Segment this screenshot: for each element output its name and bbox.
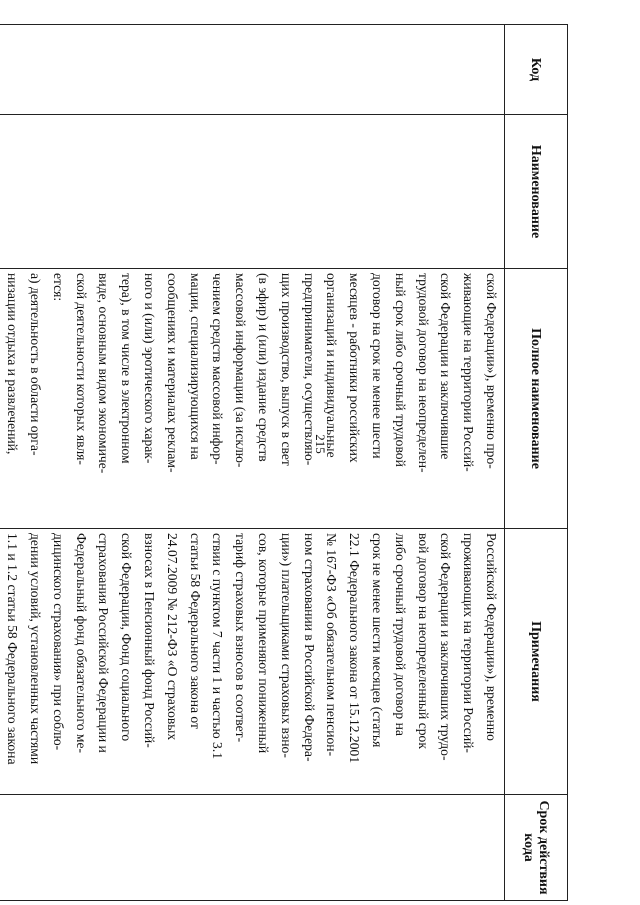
notes-line: ном страховании в Российской Федера- bbox=[301, 533, 317, 762]
notes-line: дицинского страхования» при соблю- bbox=[50, 533, 66, 751]
header-name: Наименование bbox=[505, 115, 568, 269]
full-name-line: договор на срок не менее шести bbox=[370, 273, 386, 459]
notes-line: статьи 58 Федерального закона от bbox=[187, 533, 203, 729]
notes-line: срок не менее шести месяцев (статья bbox=[370, 533, 386, 748]
full-name-line: ный срок либо срочный трудовой bbox=[392, 273, 408, 467]
full-name-line: ется: bbox=[50, 273, 66, 302]
full-name-line: ного и (или) эротического харак- bbox=[142, 273, 158, 464]
cell-validity bbox=[0, 795, 505, 901]
notes-line: ствии с пунктом 7 части 1 и частью 3.1 bbox=[210, 533, 226, 760]
header-validity: Срок действия кода bbox=[505, 795, 568, 901]
notes-line: ской Федерации, Фонд социального bbox=[119, 533, 135, 742]
notes-line: сов, которые применяют пониженный bbox=[256, 533, 272, 754]
notes-line: № 167-ФЗ «Об обязательном пенсион- bbox=[324, 533, 340, 757]
full-name-line: живающие на территории Россий- bbox=[461, 273, 477, 472]
header-full-name: Полное наименование bbox=[505, 269, 568, 529]
notes-line: ции») плательщиками страховых взно- bbox=[278, 533, 294, 758]
full-name-line: виде, основным видом экономиче- bbox=[96, 273, 112, 474]
notes-line: проживающих на территории Россий- bbox=[461, 533, 477, 753]
full-name-line: ской деятельности которых явля- bbox=[73, 273, 89, 465]
notes-line: Российской Федерации»), временно bbox=[484, 533, 499, 741]
notes-line: дении условий, установленных частями bbox=[28, 533, 44, 765]
full-name-line: а) деятельность в области орга- bbox=[28, 273, 44, 456]
header-row bbox=[505, 25, 568, 901]
cell-name bbox=[0, 115, 505, 269]
notes-line: Федеральный фонд обязательного ме- bbox=[73, 533, 89, 754]
notes-line: тариф страховых взносов в соответ- bbox=[233, 533, 249, 743]
notes-line: ской Федерации и заключивших трудо- bbox=[438, 533, 454, 761]
full-name-line: ской Федерации»), временно про- bbox=[484, 273, 499, 469]
notes-line: 1.1 и 1.2 статьи 58 Федерального закона bbox=[5, 533, 21, 765]
full-name-line: щих производство, выпуск в свет bbox=[278, 273, 294, 466]
full-name-line: месяцев - работники российских bbox=[347, 273, 363, 463]
full-name-line: предприниматели, осуществляю- bbox=[301, 273, 317, 466]
full-name-line: низации отдыха и развлечений, bbox=[5, 273, 21, 455]
notes-line: страхования Российской Федерации и bbox=[96, 533, 112, 753]
full-name-line: ской Федерации и заключившие bbox=[438, 273, 454, 460]
table-row bbox=[0, 25, 505, 901]
notes-line: 24.07.2009 № 212-ФЗ «О страховых bbox=[164, 533, 180, 741]
header-code: Код bbox=[505, 25, 568, 115]
full-name-line: тера), в том числе в электронном bbox=[119, 273, 135, 464]
cell-full-name bbox=[0, 269, 505, 529]
cell-code bbox=[0, 25, 505, 115]
full-name-line: массовой информации (за исклю- bbox=[233, 273, 249, 468]
page-number: 215 bbox=[313, 434, 328, 454]
notes-line: вой договор на неопределенный срок bbox=[415, 533, 431, 749]
notes-line: взносах в Пенсионный фонд Россий- bbox=[142, 533, 158, 748]
notes-line: либо срочный трудовой договор на bbox=[392, 533, 408, 736]
full-name-line: организаций и индивидуальные bbox=[324, 273, 340, 458]
full-name-line: чением средств массовой инфор- bbox=[210, 273, 226, 465]
full-name-line: трудовой договор на неопределен- bbox=[415, 273, 431, 473]
notes-line: 22.1 Федерального закона от 15.12.2001 bbox=[347, 533, 363, 764]
full-name-line: мации, специализирующихся на bbox=[187, 273, 203, 460]
codes-table bbox=[0, 24, 568, 901]
full-name-line: (в эфир) и (или) издание средств bbox=[256, 273, 272, 462]
rotated-sheet bbox=[5, 24, 568, 900]
full-name-line: сообщениях и материалах реклам- bbox=[164, 273, 180, 473]
cell-notes bbox=[0, 529, 505, 795]
header-notes: Примечания bbox=[505, 529, 568, 795]
